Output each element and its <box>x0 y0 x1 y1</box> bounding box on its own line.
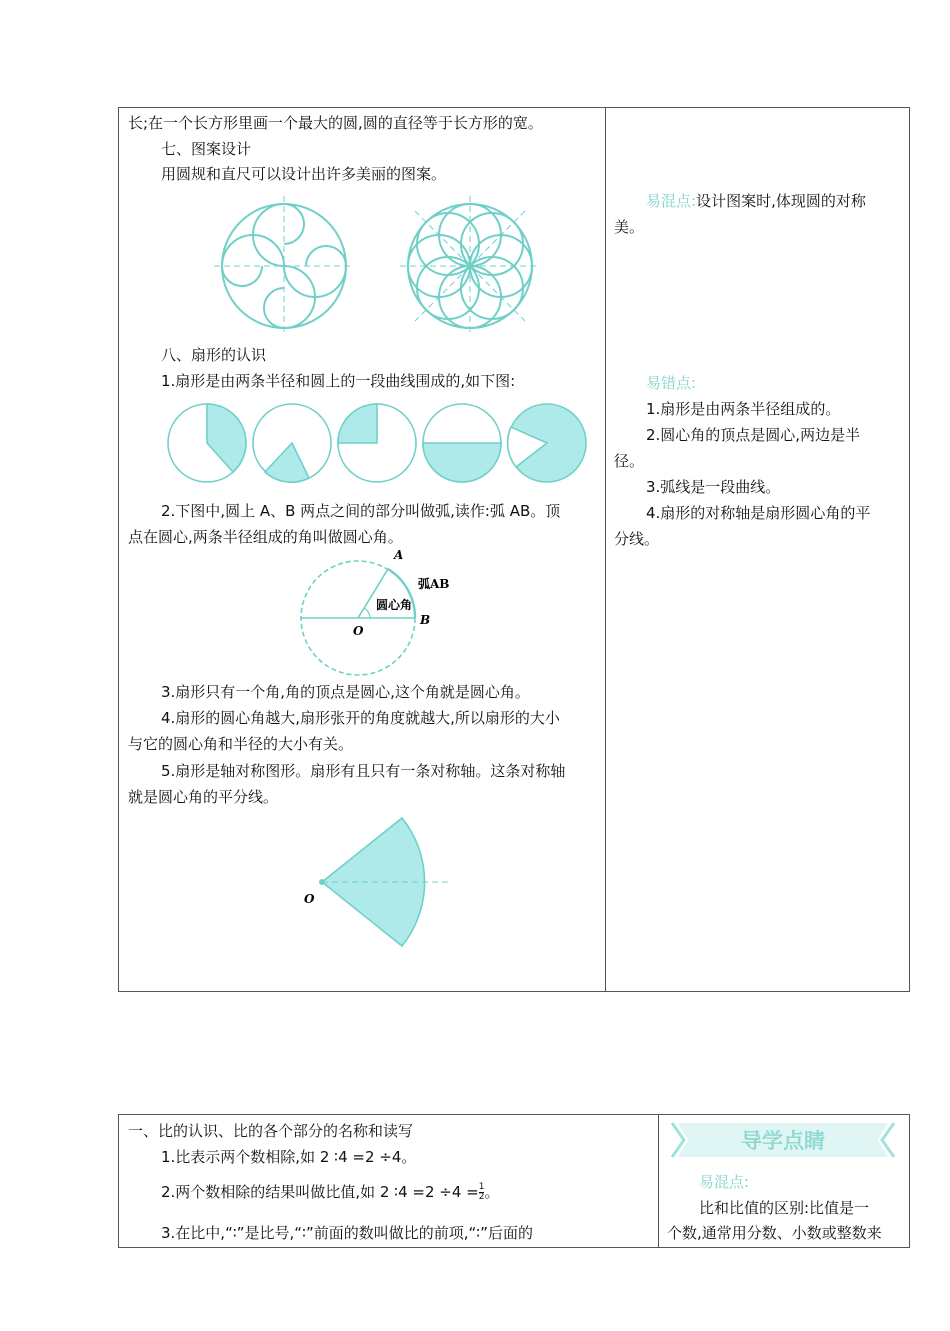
column-divider <box>658 1115 659 1247</box>
section-7-title: 七、图案设计 <box>161 140 252 158</box>
note-1-text-line2: 美。 <box>614 218 645 236</box>
fraction-one-half: $\frac{1}{2}$ <box>478 1182 485 1202</box>
label-central-angle: 圆心角 <box>376 598 413 612</box>
guide-banner <box>672 1121 894 1159</box>
note-2-item-1: 1.扇形是由两条半径组成的。 <box>646 400 841 418</box>
label-arc-AB: 弧AB <box>418 577 450 591</box>
central-angle-diagram <box>290 548 460 698</box>
sector-symmetry-line2: 就是圆心角的平分线。 <box>128 788 279 806</box>
label-A: A <box>394 548 404 562</box>
note-2-item-2-line1: 2.圆心角的顶点是圆心,两边是半 <box>646 426 861 444</box>
banner-title: 导学点睛 <box>741 1129 825 1153</box>
ratio-p2-text: 2.两个数相除的结果叫做比值,如 2 ∶4 =2 ÷4 = <box>161 1183 479 1201</box>
ratio-note-label: 易混点: <box>699 1173 750 1191</box>
fan-label-O: O <box>304 892 315 906</box>
pattern-figure-rosette <box>400 196 540 336</box>
note-2-item-4-line1: 4.扇形的对称轴是扇形圆心角的平 <box>646 504 871 522</box>
sector-size-line1: 4.扇形的圆心角越大,扇形张开的角度就越大,所以扇形的大小 <box>161 709 560 727</box>
sector-angle-text: 3.扇形只有一个角,角的顶点是圆心,这个角就是圆心角。 <box>161 683 530 701</box>
note-1-label: 易混点: <box>646 192 697 210</box>
note-2-item-4-line2: 分线。 <box>614 530 660 548</box>
note-2-item-3: 3.弧线是一段曲线。 <box>646 478 781 496</box>
sector-symmetry-line1: 5.扇形是轴对称图形。扇形有且只有一条对称轴。这条对称轴 <box>161 762 566 780</box>
ratio-note-line1: 比和比值的区别:比值是一 <box>699 1199 870 1217</box>
section-7-text: 用圆规和直尺可以设计出许多美丽的图案。 <box>161 165 447 183</box>
sector-size-line2: 与它的圆心角和半径的大小有关。 <box>128 735 354 753</box>
column-divider <box>605 108 606 991</box>
ratio-p2: 2.两个数相除的结果叫做比值,如 2 ∶4 =2 ÷4 = $\frac{1}{2}$ 。 <box>161 1182 500 1202</box>
note-2-label: 易错点: <box>646 374 697 392</box>
sector-definition: 1.扇形是由两条半径和圆上的一段曲线围成的,如下图: <box>161 372 516 390</box>
arc-definition-line1: 2.下图中,圆上 A、B 两点之间的部分叫做弧,读作:弧 AB。顶 <box>161 502 561 520</box>
ratio-section-title: 一、比的认识、比的各个部分的名称和读写 <box>128 1122 414 1140</box>
arc-definition-line2: 点在圆心,两条半径组成的角叫做圆心角。 <box>128 528 403 546</box>
ratio-note-line2: 个数,通常用分数、小数或整数来 <box>667 1224 882 1242</box>
sector-examples <box>166 402 591 484</box>
note-1-text: 设计图案时,体现圆的对称 <box>696 192 866 210</box>
sector-symmetry-figure <box>300 815 460 955</box>
note-1 <box>646 190 866 212</box>
section-8-title: 八、扇形的认识 <box>161 346 267 364</box>
ratio-p3: 3.在比中,“∶”是比号,“∶”前面的数叫做比的前项,“∶”后面的 <box>161 1224 533 1242</box>
continued-text: 长;在一个长方形里画一个最大的圆,圆的直径等于长方形的宽。 <box>128 114 543 132</box>
label-B: B <box>420 613 431 627</box>
note-2-item-2-line2: 径。 <box>614 452 645 470</box>
ratio-p1: 1.比表示两个数相除,如 2 ∶4 =2 ÷4。 <box>161 1148 417 1166</box>
label-O: O <box>353 624 364 638</box>
pattern-figure-swirl <box>214 196 354 336</box>
